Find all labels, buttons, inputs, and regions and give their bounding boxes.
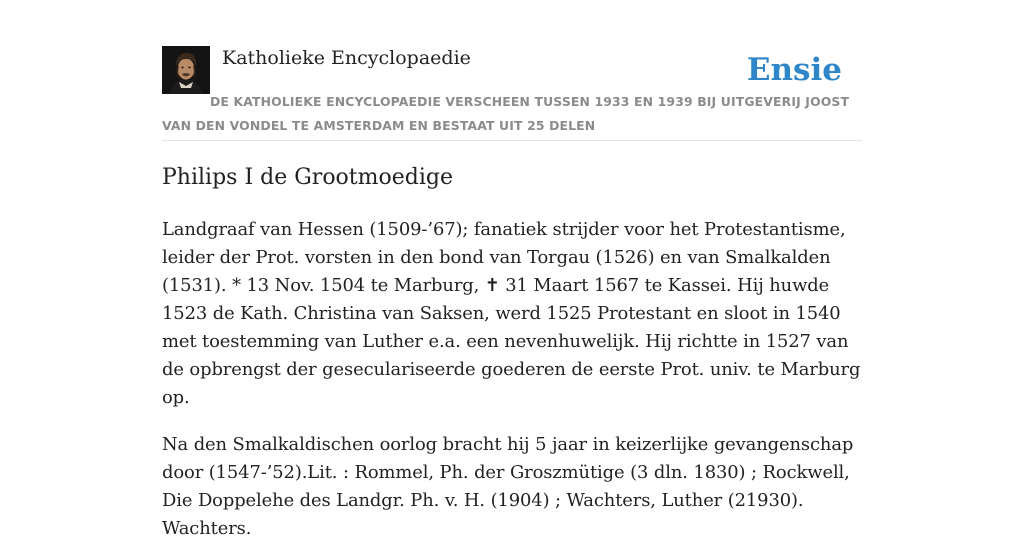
- article: [162, 162, 866, 543]
- article-paragraph: Landgraaf van Hessen (1509-’67); fanatiek strijder voor het Protestantisme, leider der Prot. vorsten in den bond van Torgau (1526) en van Smalkalden (1531). * 13 Nov. 1504 te Marburg, ✝ 31 Maart 1567 te Kassei. Hij huwde 1523 de Kath. Christina van Saksen, werd 1525 Protestant en sloot in 1540 met toestemming van Luther e.a. een nevenhuwelijk. Hij richtte in 1527 van de opbrengst der geseculariseerde goederen de eerste Prot. univ. te Marburg op.: [162, 219, 861, 408]
- article-title: Philips I de Grootmoedige: [162, 165, 453, 190]
- source-header: [162, 46, 862, 141]
- article-paragraph: Na den Smalkaldischen oorlog bracht hij 5 jaar in keizerlijke gevangenschap door (1547-’52).Lit. : Rommel, Ph. der Groszmütige (3 dln. 1830) ; Rockwell, Die Doppelehe des Landgr. Ph. v. H. (1904) ; Wachters, Luther (21930). Wachters.: [162, 434, 854, 539]
- source-description: DE KATHOLIEKE ENCYCLOPAEDIE VERSCHEEN TUSSEN 1933 EN 1939 BIJ UITGEVERIJ JOOST VAN DEN VONDEL TE AMSTERDAM EN BESTAAT UIT 25 DELEN: [162, 94, 850, 133]
- ensie-logo[interactable]: Ensie: [746, 52, 842, 88]
- portrait-avatar-icon[interactable]: [162, 46, 210, 94]
- source-name-link[interactable]: Katholieke Encyclopaedie: [222, 47, 471, 69]
